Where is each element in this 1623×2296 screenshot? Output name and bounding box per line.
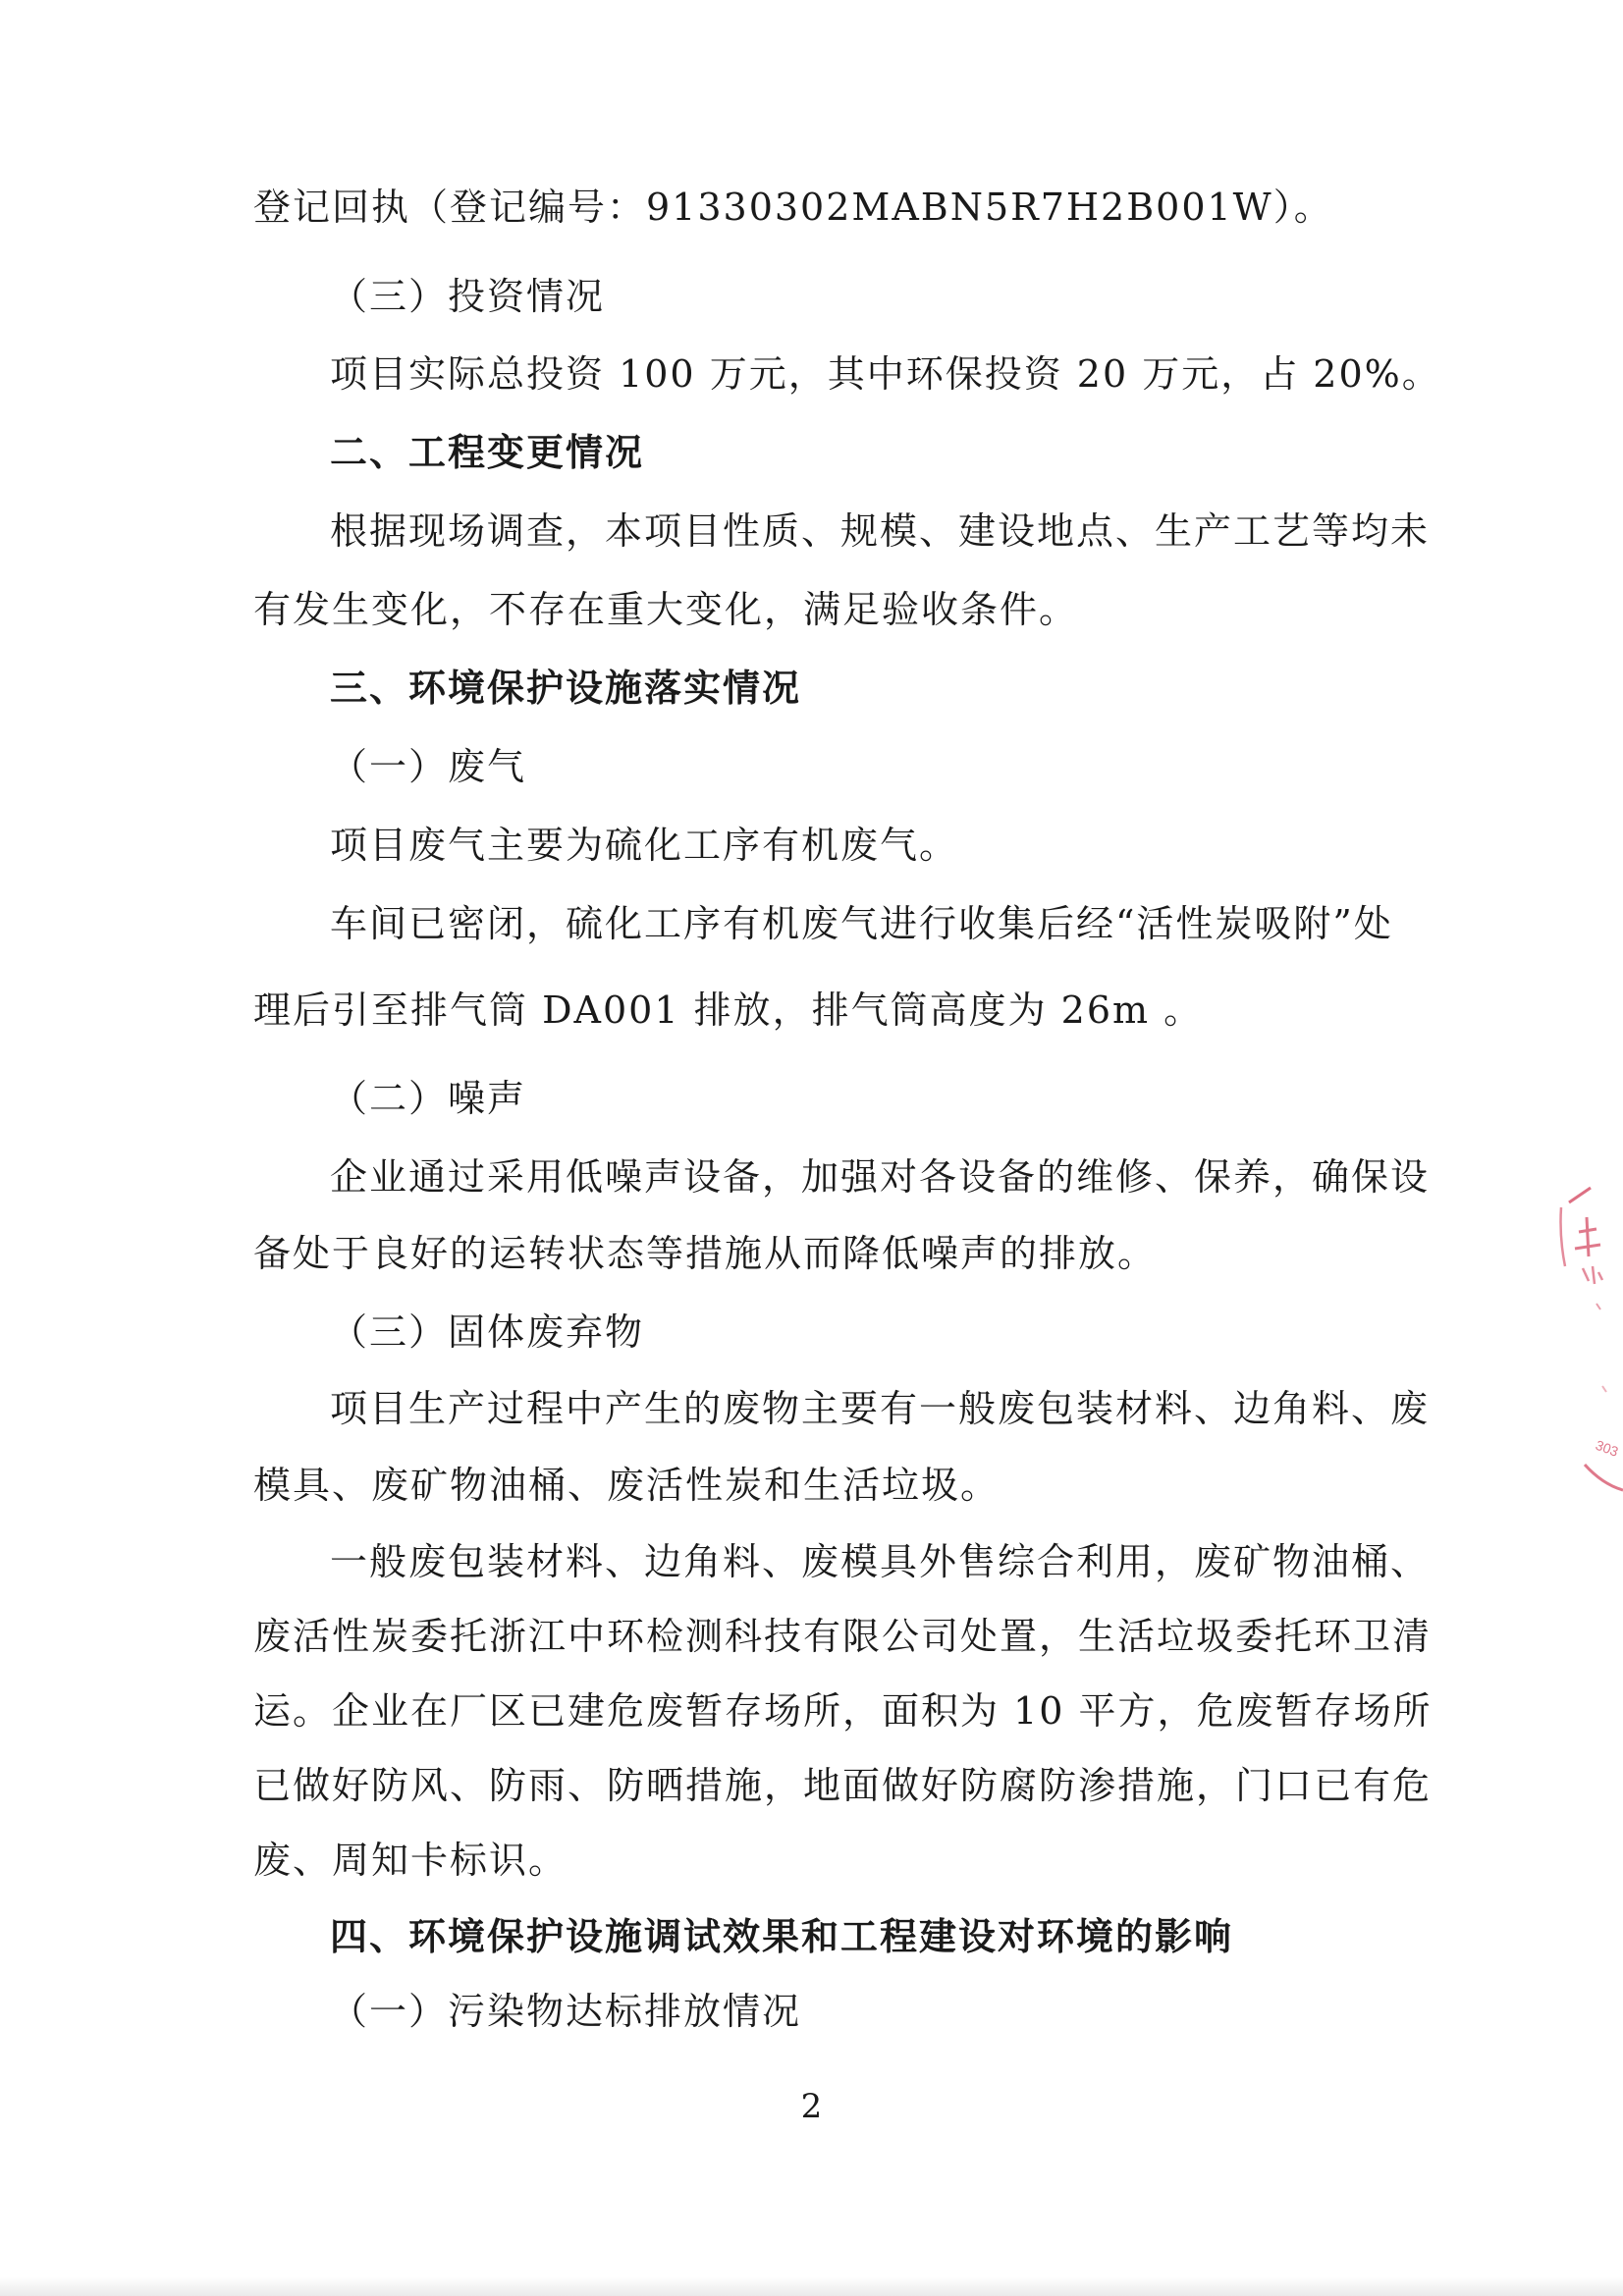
page-number: 2: [800, 2087, 823, 2126]
investment-text: 项目实际总投资 100 万元，其中环保投资 20 万元，占 20%。: [330, 352, 1441, 396]
solid-waste-disposal-text-4: 已做好防风、防雨、防晒措施，地面做好防腐防渗措施，门口已有危: [253, 1764, 1433, 1807]
solid-waste-disposal-text-1: 一般废包装材料、边角料、废模具外售综合利用，废矿物油桶、: [330, 1540, 1431, 1583]
scan-bottom-edge: [0, 2277, 1623, 2296]
solid-waste-disposal-text-3: 运。企业在厂区已建危废暂存场所，面积为 10 平方，危废暂存场所: [253, 1689, 1433, 1733]
registration-receipt-line: 登记回执（登记编号：91330302MABN5R7H2B001W）。: [253, 186, 1333, 229]
solid-waste-text-2: 模具、废矿物油桶、废活性炭和生活垃圾。: [253, 1464, 1001, 1507]
subsection-emission-compliance-heading: （一）污染物达标排放情况: [330, 1990, 802, 2033]
engineering-change-text-1: 根据现场调查，本项目性质、规模、建设地点、生产工艺等均未: [330, 509, 1431, 553]
waste-gas-text: 项目废气主要为硫化工序有机废气。: [330, 824, 959, 867]
subsection-noise-heading: （二）噪声: [330, 1077, 527, 1120]
official-seal-fragment: [1540, 1178, 1623, 1512]
noise-text-2: 备处于良好的运转状态等措施从而降低噪声的排放。: [253, 1232, 1158, 1275]
solid-waste-text-1: 项目生产过程中产生的废物主要有一般废包装材料、边角料、废: [330, 1387, 1431, 1430]
svg-text:303: 303: [1593, 1436, 1621, 1460]
section-env-facilities-heading: 三、环境保护设施落实情况: [330, 666, 802, 710]
subsection-waste-gas-heading: （一）废气: [330, 745, 527, 788]
noise-text-1: 企业通过采用低噪声设备，加强对各设备的维修、保养，确保设: [330, 1155, 1431, 1199]
solid-waste-disposal-text-2: 废活性炭委托浙江中环检测科技有限公司处置，生活垃圾委托环卫清: [253, 1615, 1433, 1658]
solid-waste-disposal-text-5: 废、周知卡标识。: [253, 1839, 568, 1882]
section-engineering-change-heading: 二、工程变更情况: [330, 430, 645, 474]
waste-gas-treatment-text-1: 车间已密闭，硫化工序有机废气进行收集后经“活性炭吸附”处: [330, 902, 1393, 945]
section-debugging-effect-heading: 四、环境保护设施调试效果和工程建设对环境的影响: [330, 1914, 1234, 1958]
waste-gas-treatment-text-2: 理后引至排气筒 DA001 排放，排气筒高度为 26m 。: [253, 988, 1204, 1032]
section-investment-heading: （三）投资情况: [330, 275, 606, 318]
engineering-change-text-2: 有发生变化，不存在重大变化，满足验收条件。: [253, 588, 1079, 631]
subsection-solid-waste-heading: （三）固体废弃物: [330, 1310, 645, 1354]
